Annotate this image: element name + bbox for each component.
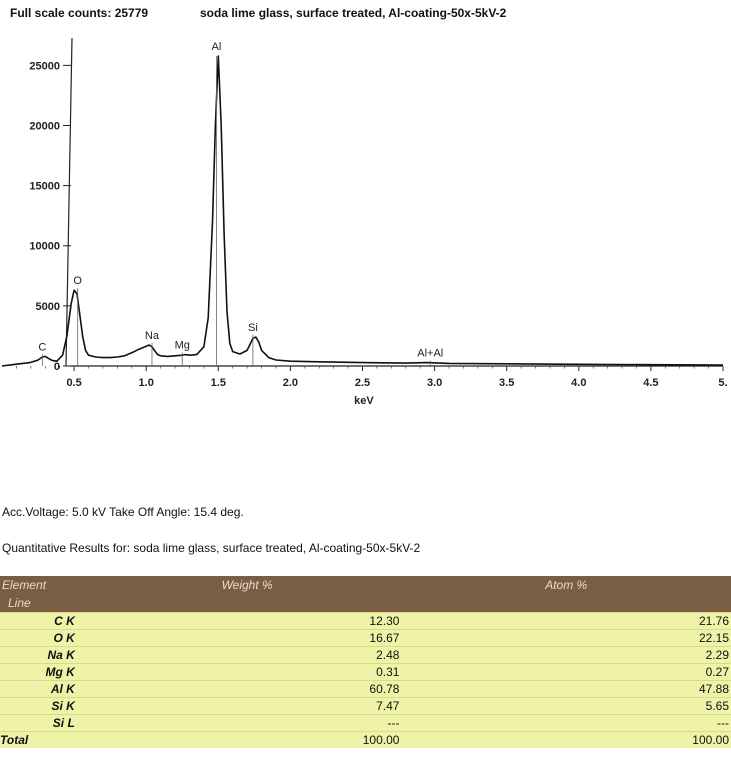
col-atom: Atom %: [401, 576, 731, 594]
element-cell: C K: [0, 613, 93, 630]
y-tick-label: 0: [53, 361, 60, 373]
x-tick-label: 2.0: [282, 377, 299, 389]
weight-cell: 12.30: [93, 613, 402, 630]
element-cell: Na K: [0, 647, 93, 664]
x-tick-label: 4.5: [643, 377, 659, 389]
peak-label: O: [73, 275, 82, 288]
atom-cell: 2.29: [401, 647, 731, 664]
weight-cell: 0.31: [93, 664, 402, 681]
weight-cell: 2.48: [93, 647, 402, 664]
table-row: [0, 698, 731, 715]
table-subheader-row: [0, 594, 731, 613]
table-row: [0, 647, 731, 664]
weight-cell: ---: [93, 715, 402, 732]
total-weight: 100.00: [93, 732, 402, 749]
y-tick-label: 20000: [29, 120, 60, 133]
element-cell: Mg K: [0, 664, 93, 681]
atom-cell: 0.27: [401, 664, 731, 681]
full-scale-counts: Full scale counts: 25779: [10, 6, 149, 20]
y-tick-label: 25000: [29, 60, 60, 73]
weight-cell: 60.78: [93, 681, 402, 698]
col-element: Element: [0, 576, 93, 594]
table-row: [0, 681, 731, 698]
element-cell: O K: [0, 630, 93, 647]
weight-cell: 16.67: [93, 630, 402, 647]
table-row: [0, 664, 731, 681]
x-axis-label: keV: [354, 395, 374, 407]
total-label: Total: [0, 732, 93, 749]
col-line: Line: [0, 594, 93, 613]
table-row: [0, 630, 731, 647]
col-atom-spacer: [401, 594, 731, 613]
element-cell: Si K: [0, 698, 93, 715]
table-total-row: [0, 732, 731, 749]
atom-cell: ---: [401, 715, 731, 732]
peak-label: Al: [211, 41, 222, 53]
x-tick-label: 3.5: [499, 377, 515, 389]
y-tick-label: 5000: [35, 300, 60, 313]
quant-results-heading: Quantitative Results for: soda lime glass, surface treated, Al-coating-50x-5kV-2: [2, 541, 421, 555]
atom-cell: 47.88: [401, 681, 731, 698]
col-weight-spacer: [93, 594, 402, 613]
table-row: [0, 613, 731, 630]
table-row: [0, 715, 731, 732]
col-weight: Weight %: [93, 576, 402, 594]
weight-cell: 7.47: [93, 698, 402, 715]
atom-cell: 22.15: [401, 630, 731, 647]
table-header-row: [0, 576, 731, 594]
atom-cell: 21.76: [401, 613, 731, 630]
x-tick-label: 1.5: [210, 377, 226, 389]
x-tick-label: 0.5: [66, 377, 82, 389]
peak-label: Si: [248, 322, 258, 335]
peak-label: C: [38, 341, 47, 354]
acc-voltage-info: Acc.Voltage: 5.0 kV Take Off Angle: 15.4 deg.: [2, 505, 244, 519]
x-tick-label: 3.0: [426, 377, 443, 389]
total-atom: 100.00: [401, 732, 731, 749]
results-table: [0, 576, 731, 748]
x-tick-label: 2.5: [354, 377, 371, 389]
element-cell: Si L: [0, 715, 93, 732]
y-tick-label: 10000: [29, 240, 60, 253]
peak-label: Mg: [174, 339, 190, 352]
spectrum-line: [2, 56, 723, 366]
y-tick-label: 15000: [29, 180, 60, 193]
atom-cell: 5.65: [401, 698, 731, 715]
x-tick-label: 1.0: [138, 377, 154, 389]
peak-label: Na: [144, 329, 159, 342]
peak-label: Al+Al: [417, 347, 444, 360]
spectrum-title: soda lime glass, surface treated, Al-coating-50x-5kV-2: [200, 6, 507, 20]
element-cell: Al K: [0, 681, 93, 698]
x-tick-label: 5.: [718, 377, 728, 389]
x-tick-label: 4.0: [571, 377, 587, 389]
